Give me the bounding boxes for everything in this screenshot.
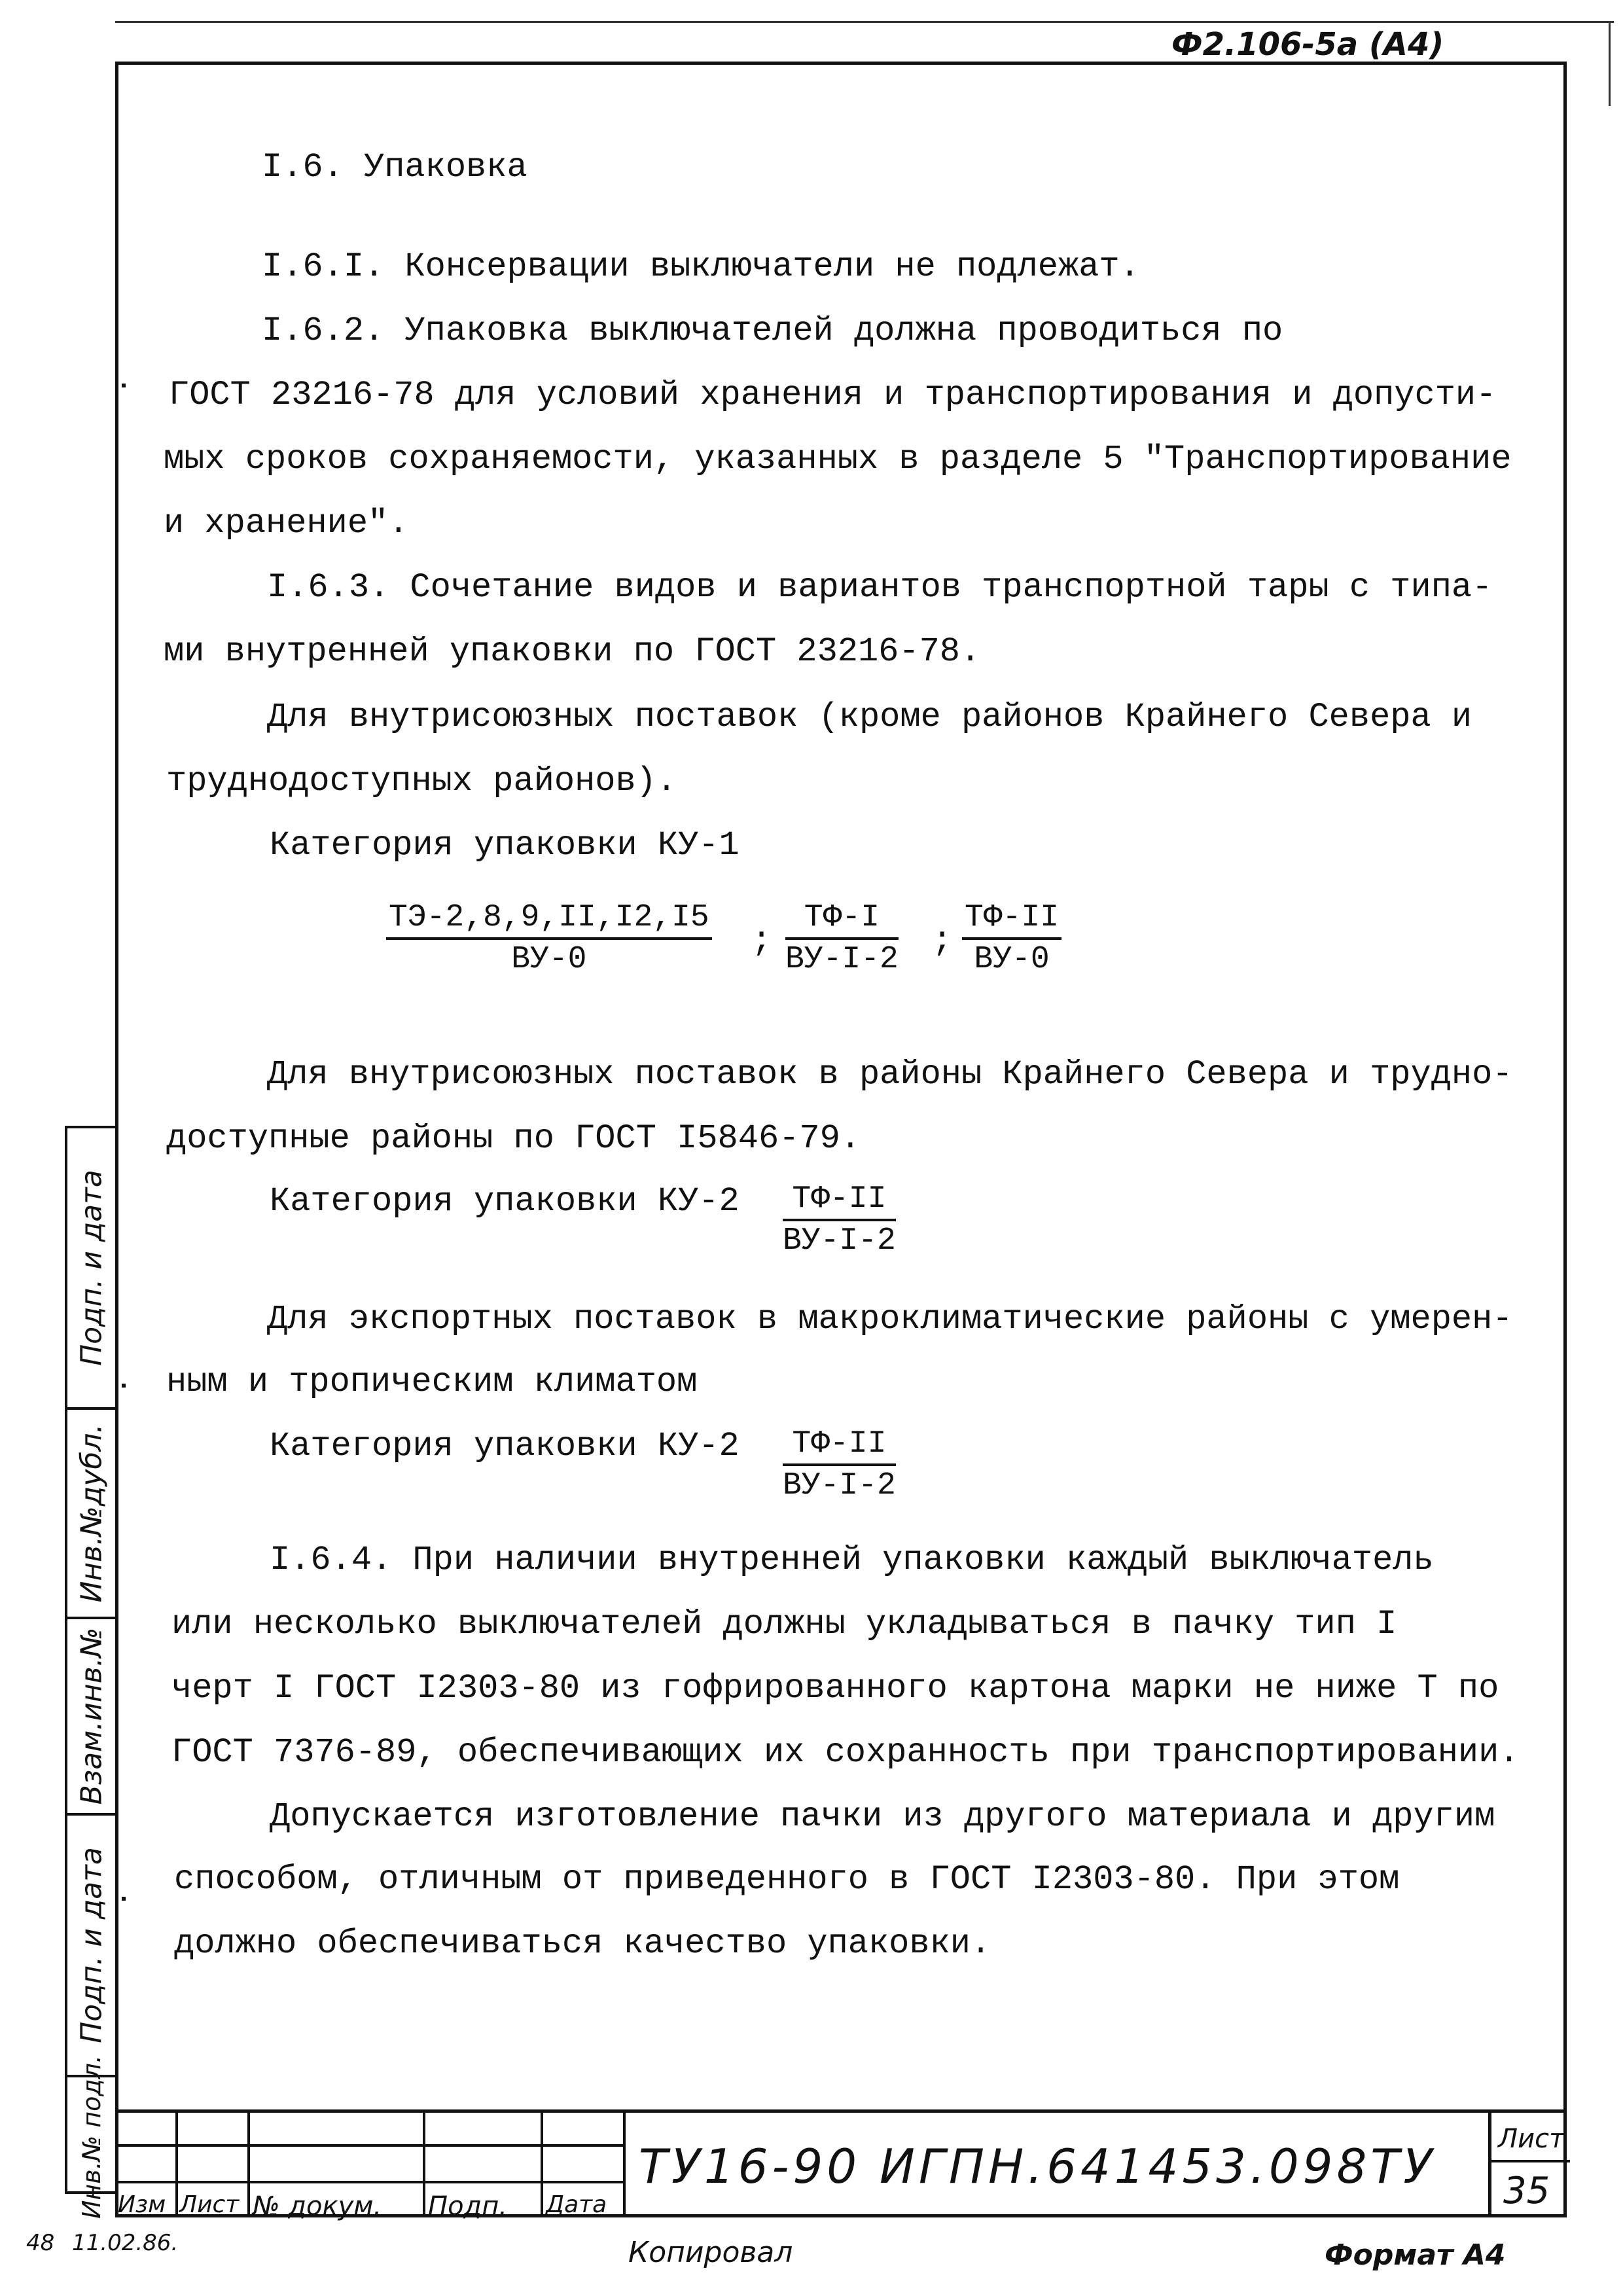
paragraph-line: ГОСТ 23216-78 для условий хранения и транспортирования и допусти- (169, 376, 1497, 414)
sheet-box (1488, 2113, 1567, 2217)
fraction-numerator: ТФ-II (962, 902, 1061, 940)
paragraph-line: ГОСТ 7376-89, обеспечивающих их сохранность при транспортировании. (171, 1733, 1520, 1772)
fraction-separator: ; (751, 922, 772, 960)
podp-caption: Подп. (428, 2191, 508, 2221)
fraction (785, 902, 899, 975)
fraction-numerator: ТЭ-2,8,9,II,I2,I5 (386, 902, 712, 940)
grid-rule (115, 2144, 626, 2147)
date-caption: Дата (546, 2191, 607, 2218)
paragraph-line: и хранение". (164, 504, 409, 543)
title-block (115, 2109, 1567, 2221)
doc-no-caption: № докум. (253, 2191, 382, 2221)
paragraph-line: доступные районы по ГОСТ I5846-79. (166, 1119, 861, 1158)
inventory-stamp: 48 (26, 2230, 55, 2256)
paragraph-line: мых сроков сохраняемости, указанных в разделе 5 "Транспортирование (164, 440, 1512, 478)
format-label: Формат А4 (1325, 2238, 1506, 2272)
fraction-denominator: ВУ-0 (511, 942, 587, 977)
section-heading: I.6. Упаковка (262, 148, 527, 187)
grid-rule (623, 2113, 626, 2217)
grid-rule (1491, 2160, 1570, 2162)
side-label: Подп. и дата (75, 1847, 108, 2043)
fraction-separator: ; (932, 922, 953, 960)
fraction-denominator: ВУ-I-2 (785, 942, 899, 977)
side-label: Подп. и дата (75, 1170, 108, 1366)
paragraph-line: ным и тропическим климатом (166, 1363, 698, 1401)
side-cell (67, 1816, 115, 2077)
side-cell (67, 1410, 115, 1619)
side-stamp-column (65, 1126, 115, 2219)
paragraph-line: I.6.I. Консервации выключатели не подлежат. (262, 247, 1140, 286)
fraction-numerator: ТФ-II (783, 1183, 896, 1221)
paragraph-line: Для внутрисоюзных поставок (кроме районов Крайнего Севера и (267, 698, 1472, 736)
side-cell (67, 2054, 115, 2219)
paragraph-line: способом, отличным от приведенного в ГОСТ I2303-80. При этом (174, 1860, 1400, 1899)
paragraph-line: или несколько выключателей должны укладываться в пачку тип I (171, 1605, 1397, 1643)
side-cell (67, 1128, 115, 1410)
paragraph-line: I.6.3. Сочетание видов и вариантов транспортной тары с типа- (267, 568, 1493, 607)
paragraph-line: ми внутренней упаковки по ГОСТ 23216-78. (164, 632, 981, 671)
grid-rule (423, 2113, 425, 2217)
category-label: Категория упаковки КУ-2 (270, 1182, 740, 1221)
fraction (783, 1183, 896, 1257)
date-stamp: 11.02.86. (72, 2230, 179, 2256)
side-label: Инв.№ подл. (77, 2054, 106, 2219)
margin-tick (122, 1384, 126, 1388)
fraction (783, 1428, 896, 1501)
paragraph-line: Для внутрисоюзных поставок в районы Крайнего Севера и трудно- (267, 1055, 1513, 1094)
fraction-denominator: ВУ-I-2 (783, 1223, 896, 1259)
list-caption: Лист (179, 2191, 240, 2218)
header-rule (115, 21, 1614, 23)
category-label: Категория упаковки КУ-1 (270, 826, 740, 865)
paragraph-line: I.6.2. Упаковка выключателей должна проводиться по (262, 312, 1283, 350)
side-label: Взам.инв.№ (75, 1627, 108, 1805)
fraction-denominator: ВУ-0 (974, 942, 1050, 977)
side-cell (67, 1619, 115, 1816)
fraction (386, 902, 712, 975)
paragraph-line: Допускается изготовление пачки из другого материала и другим (270, 1797, 1495, 1836)
revision-grid (115, 2113, 626, 2221)
izm-caption: Изм (118, 2191, 166, 2218)
grid-rule (175, 2113, 178, 2217)
fraction-denominator: ВУ-I-2 (783, 1468, 896, 1503)
paragraph-line: труднодоступных районов). (166, 762, 677, 800)
paragraph-line: должно обеспечиваться качество упаковки. (174, 1924, 991, 1963)
copied-label: Копировал (628, 2236, 793, 2269)
category-label: Категория упаковки КУ-2 (270, 1427, 740, 1465)
margin-tick (122, 384, 126, 387)
form-code: Ф2.106-5а (А4) (1171, 26, 1444, 63)
document-designation: ТУ16-90 ИГПН.641453.098ТУ (639, 2139, 1436, 2194)
margin-tick (122, 1897, 126, 1901)
sheet-label: Лист (1498, 2124, 1565, 2154)
header-corner-rule (1609, 21, 1611, 106)
paragraph-line: черт I ГОСТ I2303-80 из гофрированного картона марки не ниже Т по (171, 1669, 1499, 1708)
sheet-number: 35 (1503, 2170, 1550, 2212)
fraction (962, 902, 1061, 975)
fraction-numerator: ТФ-I (785, 902, 899, 940)
grid-rule (247, 2113, 250, 2217)
grid-rule (115, 2181, 626, 2183)
side-label: Инв.№дубл. (75, 1424, 108, 1603)
paragraph-line: I.6.4. При наличии внутренней упаковки каждый выключатель (270, 1541, 1434, 1579)
grid-rule (541, 2113, 543, 2217)
paragraph-line: Для экспортных поставок в макроклиматические районы с умерен- (267, 1300, 1513, 1338)
fraction-numerator: ТФ-II (783, 1428, 896, 1466)
